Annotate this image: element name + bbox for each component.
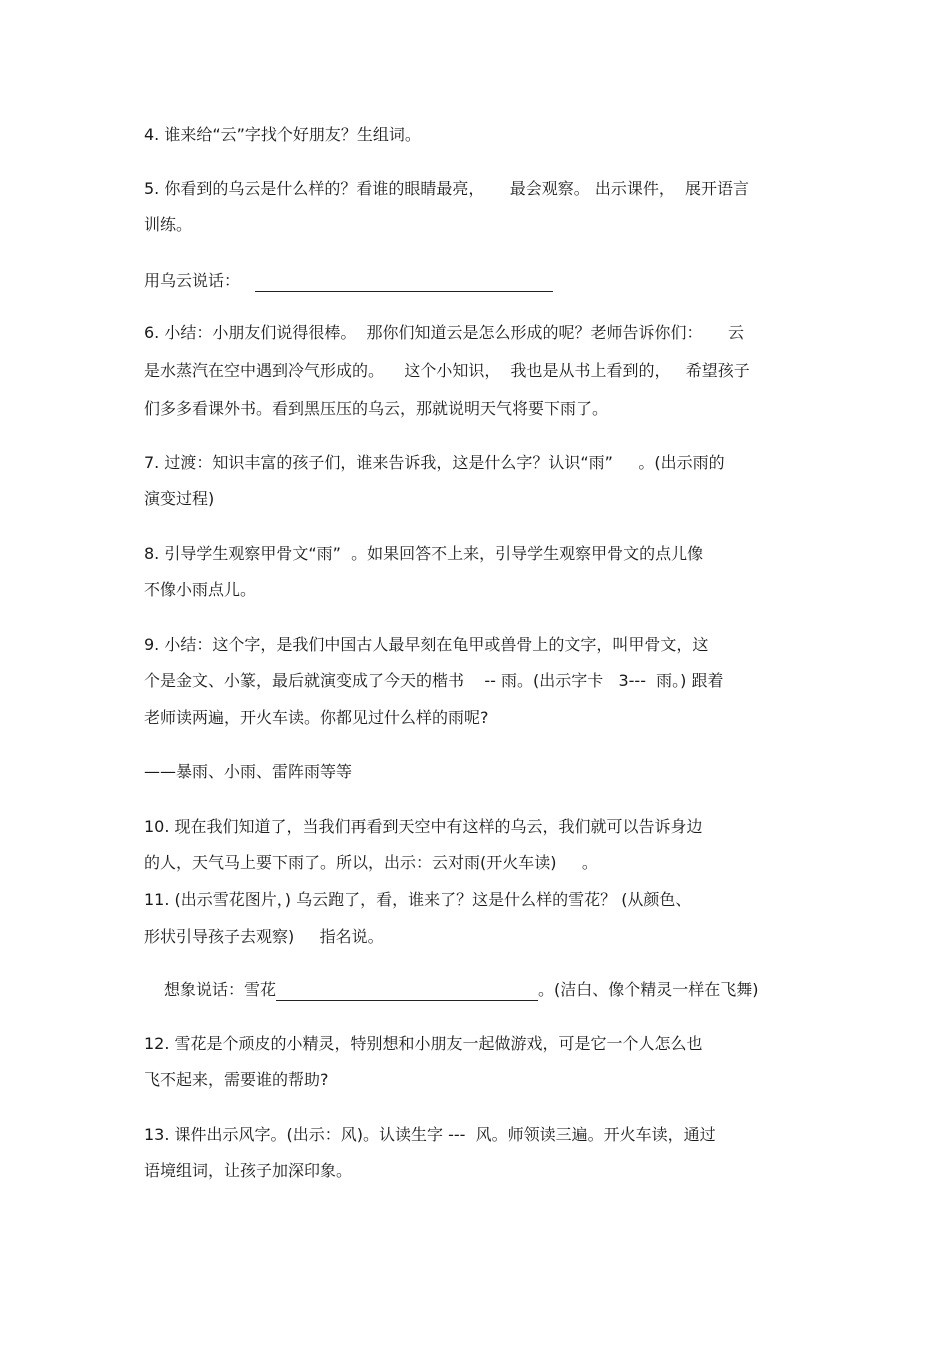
paragraph-8-line-1: 8. 引导学生观察甲骨文“雨” 。如果回答不上来，引导学生观察甲骨文的点儿像: [144, 544, 704, 563]
paragraph-7-line-2: 演变过程): [144, 489, 215, 508]
paragraph-4: 4. 谁来给“云”字找个好朋友？生组词。: [144, 125, 421, 144]
imagine-speaking-prompt: [164, 979, 759, 1001]
paragraph-9-line-3: 老师读两遍，开火车读。你都见过什么样的雨呢?: [144, 708, 489, 727]
fill-in-blank-line: [255, 273, 553, 292]
imagine-suffix: 。(洁白、像个精灵一样在飞舞): [538, 980, 759, 999]
imagine-blank-line: [276, 982, 538, 1001]
paragraph-11-line-2: 形状引导孩子去观察) 指名说。: [144, 927, 384, 946]
paragraph-10-line-1: 10. 现在我们知道了，当我们再看到天空中有这样的乌云，我们就可以告诉身边: [144, 817, 703, 836]
paragraph-9-line-1: 9. 小结：这个字，是我们中国古人最早刻在龟甲或兽骨上的文字，叫甲骨文，这: [144, 635, 709, 654]
paragraph-6-line-3: 们多多看课外书。看到黑压压的乌云，那就说明天气将要下雨了。: [144, 399, 609, 418]
paragraph-6-line-2: 是水蒸汽在空中遇到冷气形成的。 这个小知识， 我也是从书上看到的， 希望孩子: [144, 361, 750, 380]
paragraph-11-line-1: 11. (出示雪花图片，) 乌云跑了，看，谁来了？这是什么样的雪花？ (从颜色、: [144, 890, 692, 909]
paragraph-12-line-2: 飞不起来，需要谁的帮助?: [144, 1070, 329, 1089]
speaking-prompt: [144, 270, 553, 292]
paragraph-13-line-1: 13. 课件出示风字。(出示：风)。认读生字 --- 风。师领读三遍。开火车读，通过: [144, 1125, 716, 1144]
paragraph-12-line-1: 12. 雪花是个顽皮的小精灵，特别想和小朋友一起做游戏，可是它一个人怎么也: [144, 1034, 703, 1053]
paragraph-5-line-2: 训练。: [144, 215, 193, 234]
paragraph-6-line-1: 6. 小结：小朋友们说得很棒。 那你们知道云是怎么形成的呢？老师告诉你们： 云: [144, 323, 744, 342]
paragraph-7-line-1: 7. 过渡：知识丰富的孩子们，谁来告诉我，这是什么字？认识“雨” 。(出示雨的: [144, 453, 725, 472]
paragraph-9-line-2: 个是金文、小篆，最后就演变成了今天的楷书 -- 雨。(出示字卡 3--- 雨。) 跟着: [144, 671, 724, 690]
speaking-prompt-label: 用乌云说话：: [144, 271, 241, 290]
paragraph-13-line-2: 语境组词，让孩子加深印象。: [144, 1161, 353, 1180]
imagine-prefix: 想象说话：雪花: [164, 980, 277, 999]
paragraph-10-line-2: 的人，天气马上要下雨了。所以，出示：云对雨(开火车读) 。: [144, 853, 598, 872]
rain-types-line: ——暴雨、小雨、雷阵雨等等: [144, 762, 353, 781]
paragraph-8-line-2: 不像小雨点儿。: [144, 580, 257, 599]
paragraph-5-line-1: 5. 你看到的乌云是什么样的？看谁的眼睛最亮， 最会观察。 出示课件， 展开语言: [144, 179, 750, 198]
